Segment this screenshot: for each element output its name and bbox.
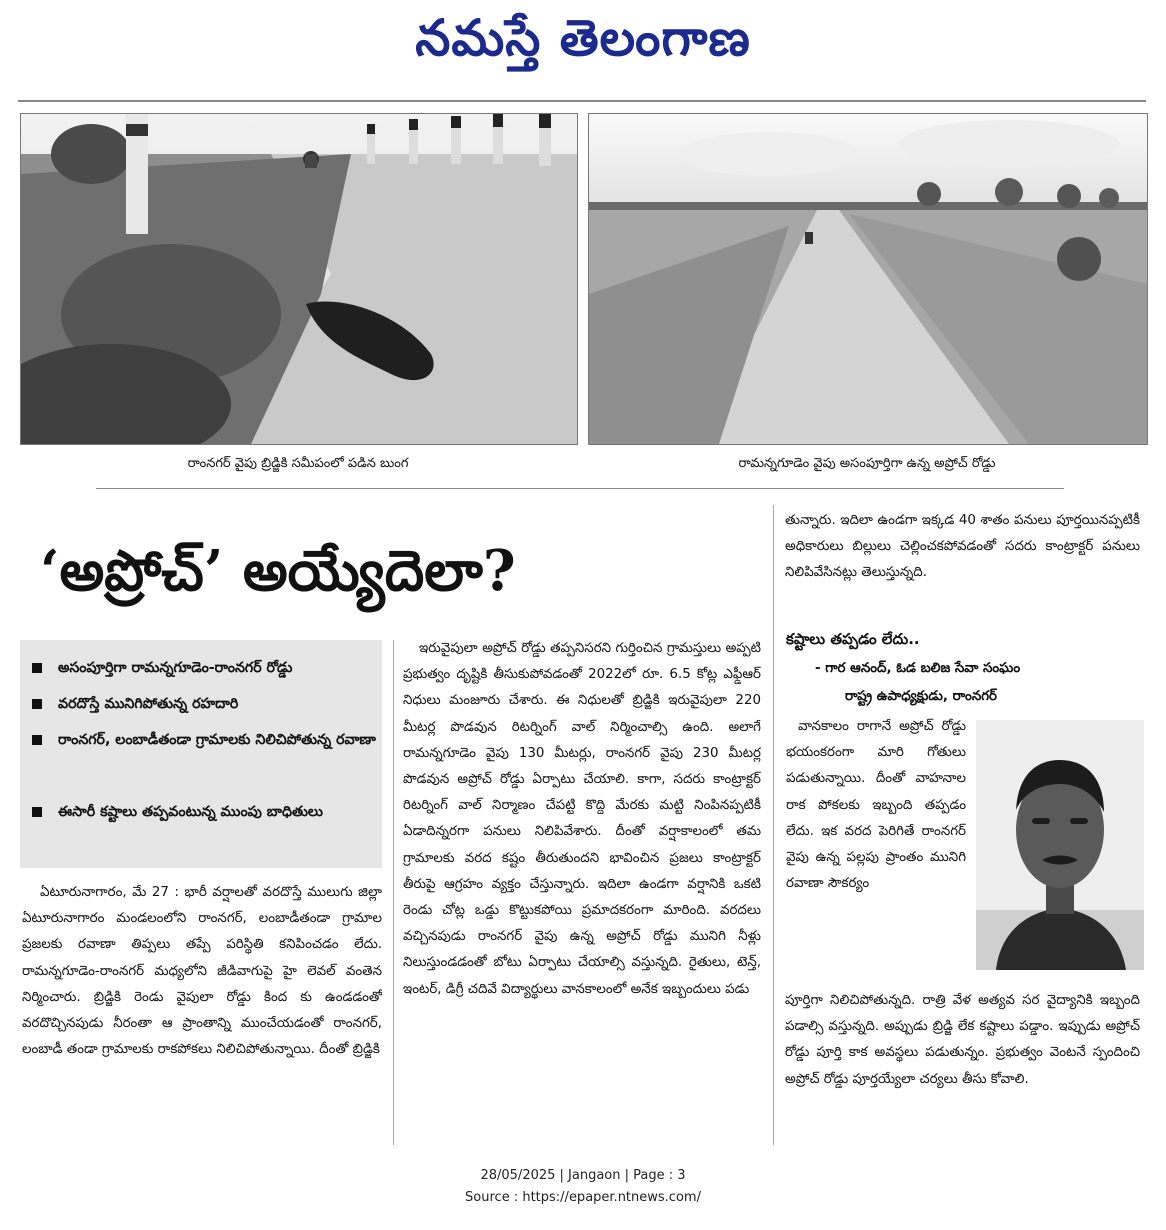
article-column-3-bottom (785, 988, 1140, 1148)
approach-road-image (589, 114, 1147, 444)
quote-attribution-1: - గార ఆనంద్, ఓడ బలిజ సేవా సంఘం (815, 661, 1021, 676)
photo-approach-road (588, 113, 1148, 445)
article-column-3-top (785, 508, 1140, 616)
masthead-title: నమస్తే తెలంగాణ (415, 8, 751, 67)
highlight-item: వరదొస్తే మునిగిపోతున్న రహదారి (32, 692, 377, 716)
highlight-item: రాంనగర్, లంబాడీతండా గ్రామాలకు నిలిచిపోతున్న రవాణా (32, 728, 377, 752)
highlight-item: అసంపూర్తిగా రామన్నగూడెం-రాంనగర్ రోడ్డు (32, 656, 377, 680)
portrait-image (976, 720, 1144, 970)
article-paragraph: తున్నారు. ఇదిలా ఉండగా ఇక్కడ 40 శాతం పనులు పూర్తయినప్పటికీ అధికారులు బిల్లులు చెల్లించకపోవడంతో సదరు కాంట్రాక్టర్ పనులు నిలిపివేసినట్లు తెలుస్తున్నది. (785, 513, 1140, 581)
footer-date-edition: 28/05/2025 | Jangaon | Page : 3 (480, 1168, 686, 1183)
caption-rule (96, 488, 1064, 489)
article-column-2 (403, 636, 761, 1148)
photo-caption-2: రామన్నగూడెం వైపు అసంపూర్తిగా ఉన్న అప్రోచ్ రోడ్డు (738, 456, 996, 471)
footer-source: Source : https://epaper.ntnews.com/ (465, 1190, 701, 1205)
article-paragraph: పూర్తిగా నిలిచిపోతున్నది. రాత్రి వేళ అత్యవ సర వైద్యానికి ఇబ్బంది పడాల్సి వస్తున్నది. అప్పుడు బ్రిడ్జి లేక కష్టాలు పడ్డాం. ఇప్పుడు అప్రోచ్ రోడ్డు పూర్తి కాక అవస్థలు పడుతున్నం. ప్రభుత్వం వెంటనే స్పందించి అప్రోచ్ రోడ్డు పూర్తయ్యేలా చర్యలు తీసు కోవాలి. (785, 993, 1140, 1087)
bullet-icon (32, 735, 42, 745)
bullet-icon (32, 699, 42, 709)
column-divider-right (773, 505, 774, 1145)
quote-attribution-2: రాష్ట్ర ఉపాధ్యక్షుడు, రాంనగర్ (845, 689, 997, 704)
article-column-1 (22, 880, 382, 1148)
portrait-photo (976, 720, 1144, 970)
photo-caption-1: రాంనగర్ వైపు బ్రిడ్జికి సమీపంలో పడిన బుంగ (187, 456, 409, 471)
photo-road-cavity (20, 113, 578, 445)
article-paragraph: వానకాలం రాగానే అప్రోచ్ రోడ్డు భయంకరంగా మారి గోతులు పడుతున్నాయి. దీంతో వాహనాల రాక పోకలకు ఇబ్బంది తప్పడం లేదు. ఇక వరద పెరిగితే రాంనగర్ వైపు ఉన్న పల్లపు ప్రాంతం మునిగి రవాణా సౌకర్యం (786, 719, 966, 892)
highlight-item: ఈసారీ కష్టాలు తప్పవంటున్న ముంపు బాధితులు (32, 800, 377, 824)
column-divider-left (393, 640, 394, 1145)
article-column-3-mid (786, 714, 966, 976)
article-paragraph: ఇరువైపులా అప్రోచ్ రోడ్డు తప్పనిసరని గుర్తించిన గ్రామస్తులు అప్పటి ప్రభుత్వం దృష్టికి తీసుకుపోవడంతో 2022లో రూ. 6.5 కోట్ల ఎఫ్డీఆర్ నిధులు మంజూరు చేశారు. ఈ నిధులతో బ్రిడ్జికి ఇరువైపులా 220 మీటర్ల పొడవున రిటర్నింగ్ వాల్ నిర్మించాల్సి ఉంది. అలాగే రామన్నగూడెం వైపు 130 మీటర్లు, రాంనగర్ వైపు 230 మీటర్ల పొడవున అప్రోచ్ రోడ్డు ఏర్పాటు చేయాలి. కాగా, సదరు కాంట్రాక్టర్ రిటర్నింగ్ వాల్ నిర్మాణం చేపట్టి కొద్ది మేరకు మట్టి నింపినప్పటికీ ఏడాదిన్నరగా పనులు నిలిపివేశారు. దీంతో వర్షాకాలంలో తమ గ్రామాలకు వరద కష్టం తీరుతుందని భావించిన ప్రజలు కాంట్రాక్టర్ తీరుపై ఆగ్రహం వ్యక్తం చేస్తున్నారు. ఇదిలా ఉండగా వర్షానికి ఒకటి రెండు చోట్ల ఒడ్డు కొట్టుకపోయి ప్రమాదకరంగా మారింది. వరదలు వచ్చినపుడు రాంనగర్ వైపు ఉన్న అప్రోచ్ రోడ్డు మునిగి నీళ్లు నిలుస్తుండడంతో బోటు ఏర్పాటు చేయాల్సి వస్తున్నది. రైతులు, టెన్త్, ఇంటర్, డిగ్రీ చదివే విద్యార్థులు వానకాలంలో అనేక ఇబ్బందులు పడు (403, 641, 761, 997)
road-cavity-image (21, 114, 577, 444)
article-paragraph: ఏటూరునాగారం, మే 27 : భారీ వర్షాలతో వరదొస్తే ములుగు జిల్లా ఏటూరునాగారం మండలంలోని రాంనగర్, లంబాడీతండా గ్రామాల ప్రజలకు రవాణా తిప్పలు తప్పే పరిస్థితి కనిపించడం లేదు. రామన్నగూడెం-రాంనగర్ మధ్యలోని జీడివాగుపై హై లెవల్ వంతెన నిర్మించారు. బ్రిడ్జికి రెండు వైపులా రోడ్డు కింద కు ఉండడంతో వరదొచ్చినపుడు నీరంతా ఆ ప్రాంతాన్ని ముంచేయడంతో రాంనగర్, లంబాడీ తండా గ్రామాలకు రాకపోకలు నిలిచిపోతున్నాయి. దీంతో బ్రిడ్జికి (22, 885, 382, 1058)
highlights-box (20, 640, 382, 868)
subheading: కష్టాలు తప్పడం లేదు.. (786, 630, 920, 648)
headline: ‘అప్రోచ్’ అయ్యేదెలా? (40, 538, 516, 604)
masthead-rule (18, 100, 1146, 102)
bullet-icon (32, 807, 42, 817)
bullet-icon (32, 663, 42, 673)
